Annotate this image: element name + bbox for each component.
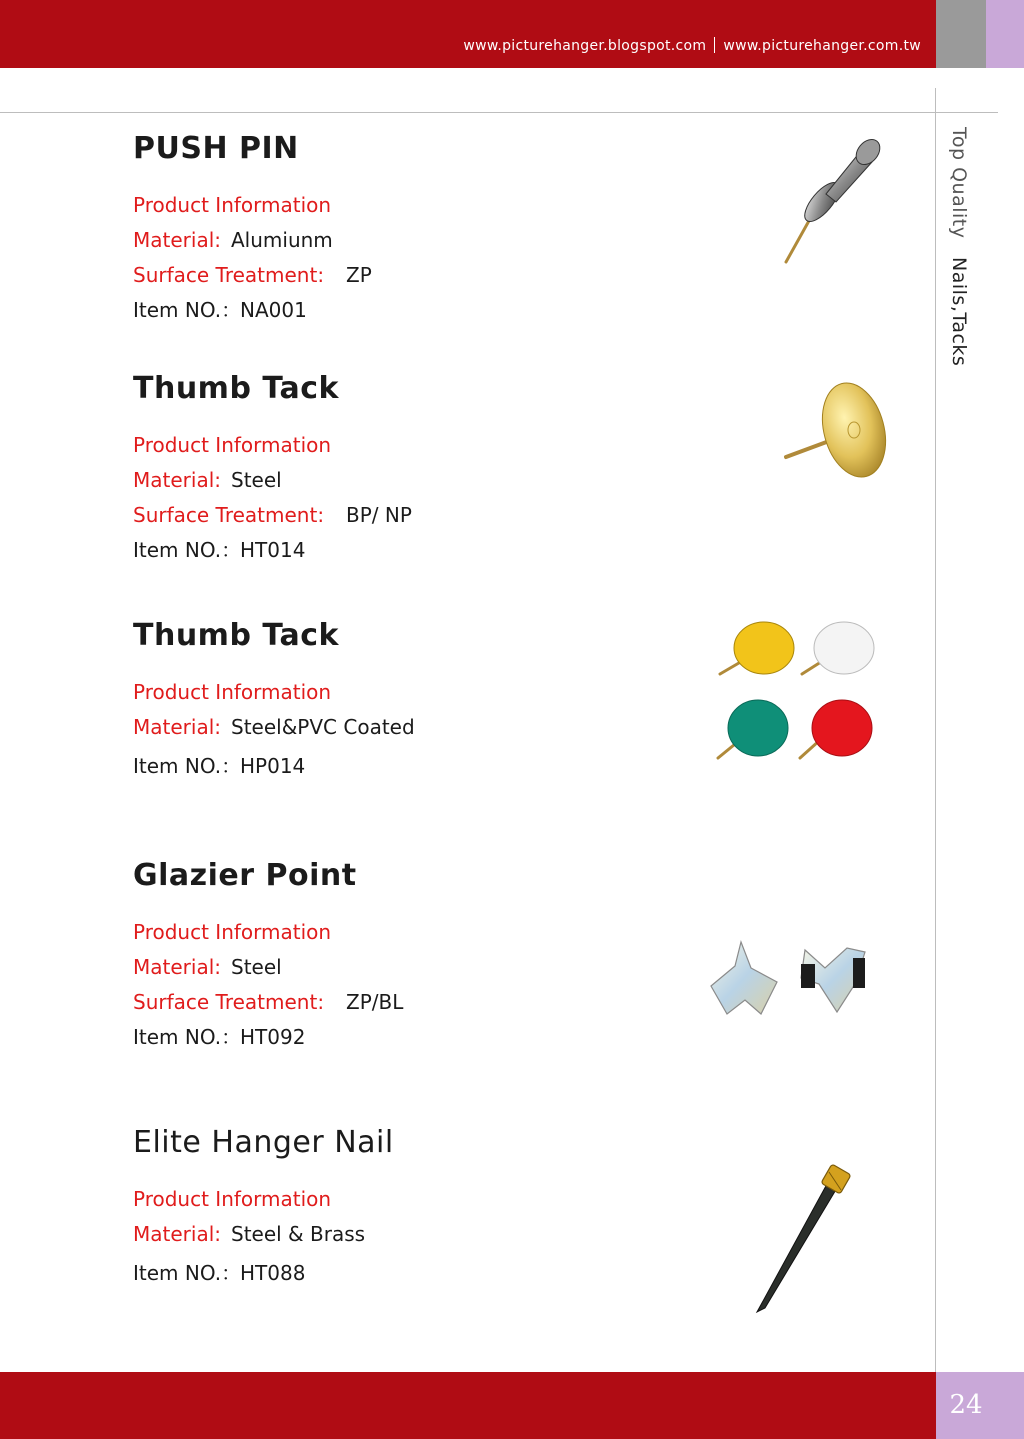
surface-value: ZP/BL [346, 990, 404, 1014]
product-thumb-tack-brass [133, 371, 412, 570]
product-glazier-point [133, 858, 403, 1057]
item-no-value: HT014 [240, 538, 306, 562]
page-number: 24 [949, 1390, 983, 1420]
item-no-value: NA001 [240, 298, 307, 322]
product-info-label: Product Information [133, 193, 332, 217]
material-value: Steel&PVC Coated [231, 715, 415, 739]
material-label: Material: [133, 1222, 221, 1246]
material-label: Material: [133, 715, 221, 739]
material-value: Alumiunm [231, 228, 333, 252]
white-tack-icon [802, 622, 874, 674]
url-separator [714, 37, 715, 53]
product-thumb-tack-colored [133, 618, 415, 786]
material-value: Steel [231, 955, 282, 979]
product-title: Thumb Tack [133, 371, 339, 406]
material-label: Material: [133, 955, 221, 979]
site-link[interactable]: www.picturehanger.com.tw [723, 38, 921, 54]
item-no-label: Item NO.： [133, 1025, 242, 1049]
header-purple-block [986, 0, 1024, 68]
side-quality-text: Top Quality [948, 127, 970, 239]
push-pin-icon [770, 130, 900, 270]
hanger-nail-icon [745, 1160, 865, 1320]
material-label: Material: [133, 228, 221, 252]
item-no-value: HT088 [240, 1261, 306, 1285]
product-info-label: Product Information [133, 680, 332, 704]
glazier-point-icon [705, 938, 875, 1023]
colored-thumb-tacks-icon [712, 612, 882, 772]
material-label: Material: [133, 468, 221, 492]
item-no-value: HP014 [240, 754, 306, 778]
item-no-label: Item NO.： [133, 1261, 242, 1285]
surface-value: BP/ NP [346, 503, 412, 527]
material-value: Steel & Brass [231, 1222, 366, 1246]
surface-label: Surface Treatment: [133, 990, 325, 1014]
material-value: Steel [231, 468, 282, 492]
product-info-label: Product Information [133, 1187, 332, 1211]
product-info-label: Product Information [133, 920, 332, 944]
red-tack-icon [800, 700, 872, 758]
product-title: Elite Hanger Nail [133, 1125, 394, 1160]
side-category-label [948, 127, 970, 366]
brass-thumb-tack-icon [780, 375, 915, 495]
product-title: Thumb Tack [133, 618, 339, 653]
item-no-label: Item NO.： [133, 538, 242, 562]
item-no-label: Item NO.： [133, 754, 242, 778]
surface-label: Surface Treatment: [133, 263, 325, 287]
product-title: Glazier Point [133, 858, 357, 893]
yellow-tack-icon [720, 622, 794, 674]
header-gray-block [936, 0, 986, 68]
side-divider [935, 88, 936, 1372]
footer-bar [0, 1372, 936, 1439]
product-elite-hanger-nail [133, 1125, 394, 1293]
product-info-label: Product Information [133, 433, 332, 457]
surface-value: ZP [346, 263, 372, 287]
side-category-text: Nails,Tacks [948, 257, 970, 367]
blog-link[interactable]: www.picturehanger.blogspot.com [463, 38, 707, 54]
top-divider [0, 112, 998, 113]
item-no-value: HT092 [240, 1025, 306, 1049]
header-urls [463, 37, 921, 54]
product-push-pin [133, 131, 372, 330]
header-bar [0, 0, 936, 68]
green-tack-icon [718, 700, 788, 758]
item-no-label: Item NO.： [133, 298, 242, 322]
product-title: PUSH PIN [133, 131, 299, 166]
surface-label: Surface Treatment: [133, 503, 325, 527]
